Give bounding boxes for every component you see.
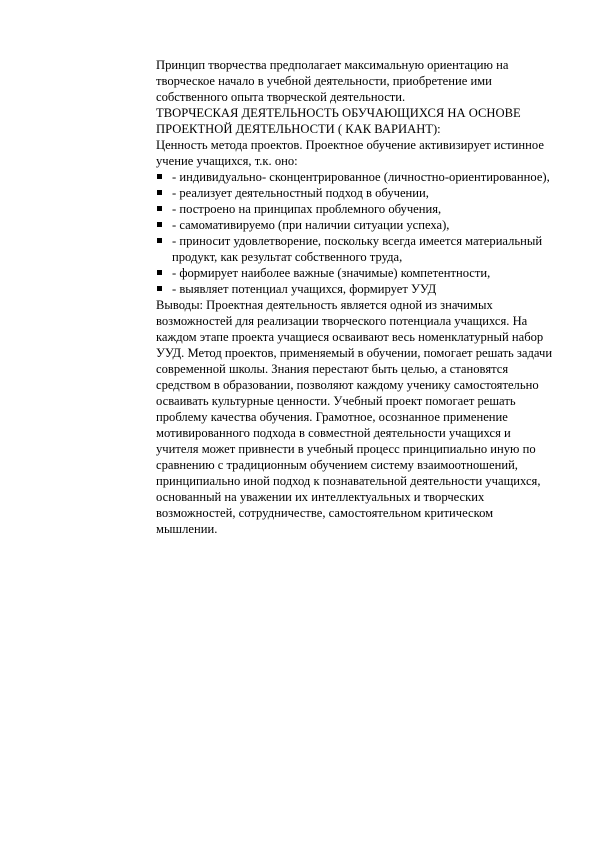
list-item-text: - построено на принципах проблемного обучения, xyxy=(172,202,442,216)
conclusion-body: возможностей для реализации творческого потенциала учащихся. На каждом этапе проекта учащиеся осваивают весь номенклатурный набор УУД. Метод проектов, применяемый в обучении, помогает решать задачи современной школы. Знания перестают быть целью, а становятся средством в образовании, позволяют каждому ученику самостоятельно осваивать культурные ценности. Учебный проект помогает решать проблему качества обучения. Грамотное, осознанное применение мотивированного подхода в совместной деятельности учащихся и учителя может привнести в учебный процесс принципиально иную по сравнению с традиционным обучением систему взаимоотношений, принципиально иной подход к познавательной деятельности учащихся, основанный на уважении их интеллектуальных и творческих возможностей, сотрудничестве, самостоятельном критическом мышлении. xyxy=(156,314,553,536)
square-bullet-icon xyxy=(157,222,162,227)
list-item xyxy=(156,281,556,297)
list-item-text: - выявляет потенциал учащихся, формирует УУД xyxy=(172,282,437,296)
list-item xyxy=(156,233,556,265)
list-item xyxy=(156,201,556,217)
square-bullet-icon xyxy=(157,286,162,291)
list-item xyxy=(156,185,556,201)
square-bullet-icon xyxy=(157,270,162,275)
section-heading: ТВОРЧЕСКАЯ ДЕЯТЕЛЬНОСТЬ ОБУЧАЮЩИХСЯ НА ОСНОВЕ ПРОЕКТНОЙ ДЕЯТЕЛЬНОСТИ ( КАК ВАРИАНТ): xyxy=(156,106,521,136)
square-bullet-icon xyxy=(157,190,162,195)
list-item-text: - формирует наиболее важные (значимые) компетентности, xyxy=(172,266,491,280)
list-item-text: - индивидуально- сконцентрированное (личностно-ориентированное), xyxy=(172,170,550,184)
list-item xyxy=(156,169,556,185)
list-item-text: - реализует деятельностный подход в обучении, xyxy=(172,186,429,200)
list-item xyxy=(156,265,556,281)
list-item xyxy=(156,217,556,233)
square-bullet-icon xyxy=(157,238,162,243)
list-item-text: - приносит удовлетворение, поскольку всегда имеется материальный продукт, как результат собственного труда, xyxy=(172,234,543,264)
intro-paragraph: Принцип творчества предполагает максимальную ориентацию на творческое начало в учебной деятельности, приобретение ими собственного опыта творческой деятельности. xyxy=(156,58,509,104)
value-intro-paragraph: Ценность метода проектов. Проектное обучение активизирует истинное учение учащихся, т.к. оно: xyxy=(156,138,544,168)
list-item-text: - самомативируемо (при наличии ситуации успеха), xyxy=(172,218,450,232)
document-page xyxy=(156,57,556,537)
conclusion-paragraph xyxy=(156,297,556,537)
conclusion-first-line: Выводы: Проектная деятельность является одной из значимых xyxy=(156,298,493,312)
bullet-list xyxy=(156,169,556,297)
square-bullet-icon xyxy=(157,174,162,179)
square-bullet-icon xyxy=(157,206,162,211)
